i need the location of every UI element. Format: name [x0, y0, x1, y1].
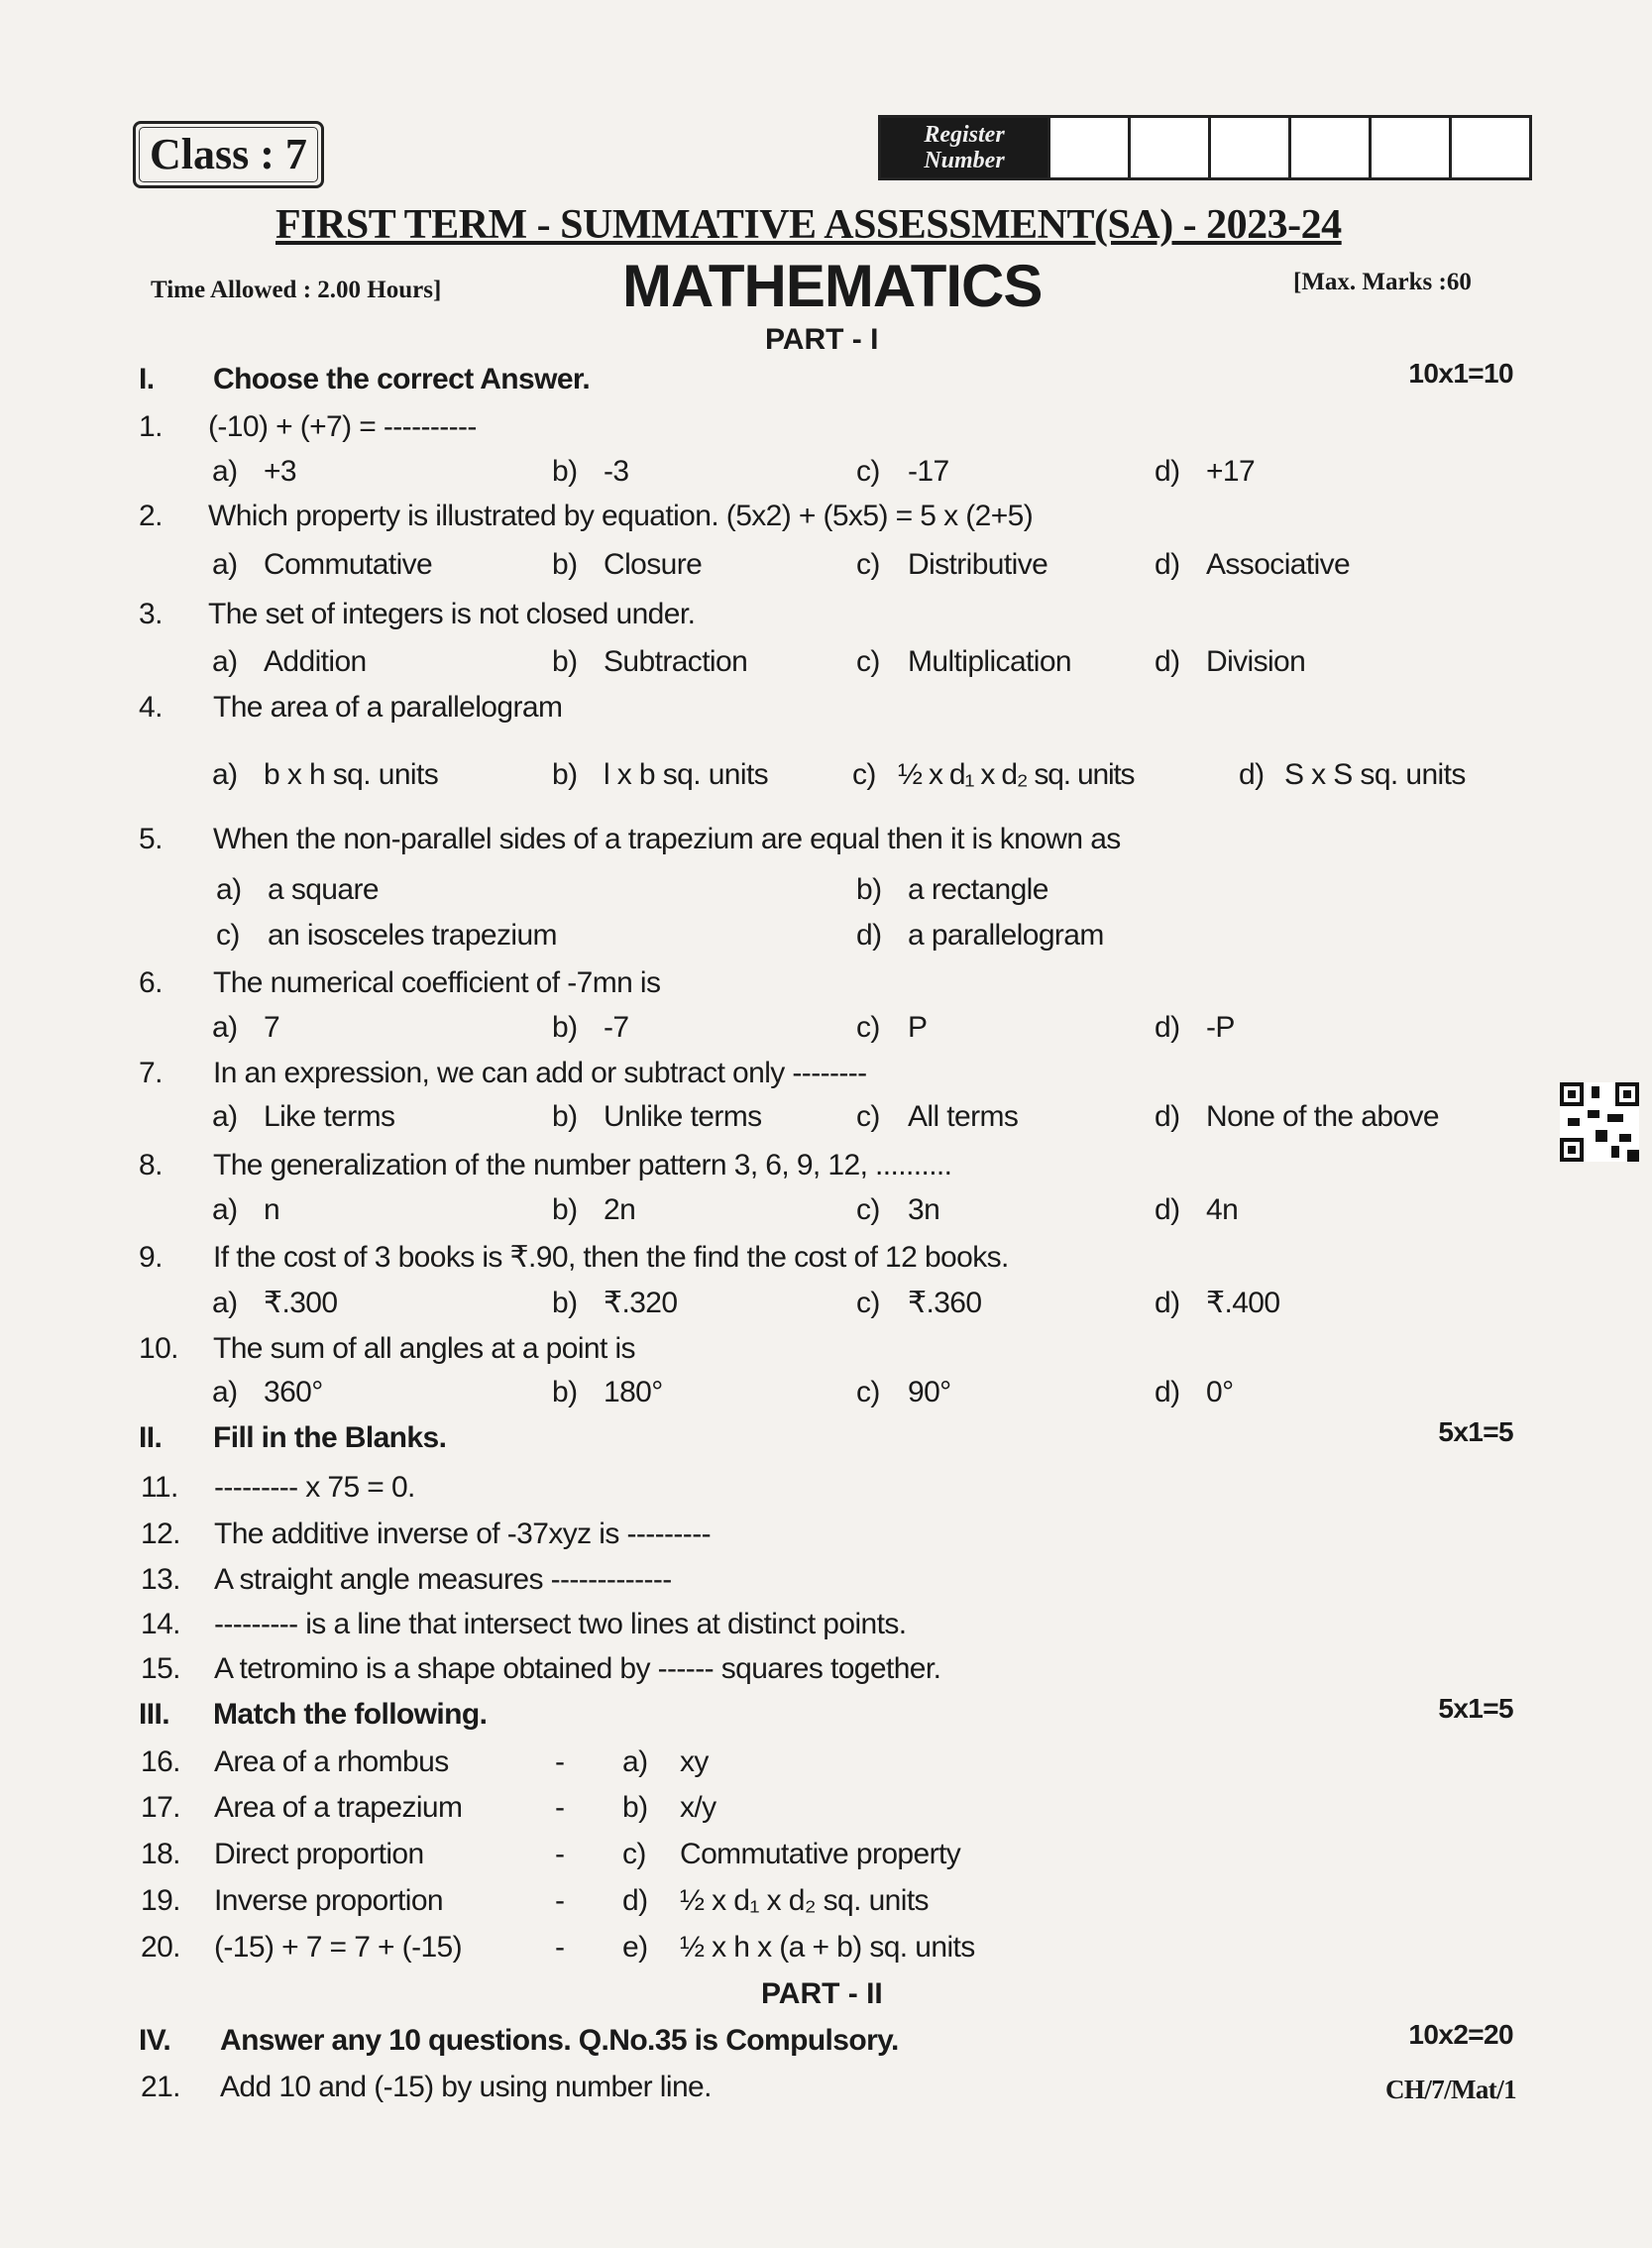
- match-left-item: Area of a trapezium: [214, 1791, 463, 1824]
- option-text: a square: [268, 873, 379, 906]
- option-text: Commutative: [264, 548, 433, 581]
- question-number: 20.: [141, 1931, 180, 1964]
- option-label: d): [1239, 758, 1265, 791]
- question-text: In an expression, we can add or subtract only --------: [213, 1057, 867, 1089]
- question-text: When the non-parallel sides of a trapezium are equal then it is known as: [213, 823, 1121, 855]
- subject-title: MATHEMATICS: [622, 253, 1043, 319]
- option-label: c): [856, 548, 880, 581]
- section-title: Choose the correct Answer.: [213, 363, 591, 395]
- option-text: 180°: [604, 1376, 663, 1408]
- option-label: c): [856, 1287, 880, 1319]
- option-label: b): [552, 455, 578, 488]
- option-text: -3: [604, 455, 629, 488]
- match-left-item: (-15) + 7 = 7 + (-15): [214, 1931, 463, 1964]
- option-text: P: [908, 1011, 928, 1044]
- section-title: Answer any 10 questions. Q.No.35 is Compulsory.: [220, 2024, 899, 2057]
- question-number: 4.: [139, 691, 163, 724]
- question-number: 18.: [141, 1838, 180, 1870]
- question-number: 10.: [139, 1332, 178, 1365]
- option-label: c): [856, 645, 880, 678]
- option-text: 4n: [1206, 1193, 1239, 1226]
- option-label: b): [552, 1100, 578, 1133]
- option-text: Like terms: [264, 1100, 395, 1133]
- class-label-box: [133, 121, 324, 188]
- question-number: 15.: [141, 1652, 180, 1685]
- register-cell[interactable]: [1449, 118, 1529, 177]
- option-label: d): [1155, 1100, 1180, 1133]
- option-text: 90°: [908, 1376, 951, 1408]
- option-label: c): [852, 758, 876, 791]
- option-label: d): [1155, 1287, 1180, 1319]
- option-text: 3n: [908, 1193, 940, 1226]
- match-left-item: Inverse proportion: [214, 1884, 444, 1917]
- register-number-boxes: [878, 115, 1532, 180]
- register-label-line1: Register: [924, 122, 1005, 148]
- time-allowed: Time Allowed : 2.00 Hours]: [151, 277, 442, 303]
- option-text: ₹.400: [1206, 1287, 1280, 1319]
- section-number: II.: [139, 1421, 163, 1454]
- qr-code: [1560, 1082, 1639, 1162]
- option-text: None of the above: [1206, 1100, 1439, 1133]
- option-text: S x S sq. units: [1284, 758, 1466, 791]
- register-cell[interactable]: [1208, 118, 1288, 177]
- option-text: ½ x d₁ x d₂ sq. units: [898, 758, 1135, 791]
- option-text: an isosceles trapezium: [268, 919, 557, 952]
- option-text: l x b sq. units: [604, 758, 769, 791]
- option-label: d): [1155, 645, 1180, 678]
- option-label: b): [552, 1376, 578, 1408]
- section-number: III.: [139, 1698, 169, 1731]
- register-number-label: [881, 118, 1047, 177]
- option-label: b): [552, 645, 578, 678]
- section-marks: 10x2=20: [1408, 2019, 1513, 2050]
- question-text: The area of a parallelogram: [213, 691, 563, 724]
- question-text: The set of integers is not closed under.: [208, 598, 696, 630]
- match-separator: -: [555, 1745, 565, 1778]
- option-text: b x h sq. units: [264, 758, 439, 791]
- question-number: 7.: [139, 1057, 163, 1089]
- option-label: b): [552, 1011, 578, 1044]
- question-text: --------- x 75 = 0.: [214, 1471, 415, 1504]
- question-number: 21.: [141, 2071, 180, 2103]
- option-label: a): [212, 1376, 238, 1408]
- match-separator: -: [555, 1931, 565, 1964]
- match-right-item: xy: [680, 1745, 709, 1778]
- match-right-item: Commutative property: [680, 1838, 961, 1870]
- option-text: Subtraction: [604, 645, 748, 678]
- option-label: c): [856, 1193, 880, 1226]
- question-number: 5.: [139, 823, 163, 855]
- option-text: Distributive: [908, 548, 1048, 581]
- match-option-label: b): [622, 1791, 648, 1824]
- question-text: Which property is illustrated by equation. (5x2) + (5x5) = 5 x (2+5): [208, 500, 1034, 532]
- match-option-label: c): [622, 1838, 646, 1870]
- option-label: d): [1155, 455, 1180, 488]
- question-text: The numerical coefficient of -7mn is: [213, 966, 661, 999]
- question-text: The sum of all angles at a point is: [213, 1332, 635, 1365]
- question-text: If the cost of 3 books is ₹.90, then the find the cost of 12 books.: [213, 1241, 1009, 1274]
- option-text: n: [264, 1193, 280, 1226]
- option-label: c): [856, 1376, 880, 1408]
- option-text: 0°: [1206, 1376, 1234, 1408]
- question-text: The additive inverse of -37xyz is ---------: [214, 1517, 711, 1550]
- exam-title: FIRST TERM - SUMMATIVE ASSESSMENT(SA) - 2023-24: [275, 202, 1342, 248]
- option-label: a): [212, 758, 238, 791]
- question-number: 1.: [139, 410, 163, 443]
- option-text: a rectangle: [908, 873, 1048, 906]
- max-marks: [Max. Marks :60: [1293, 269, 1472, 295]
- match-left-item: Area of a rhombus: [214, 1745, 449, 1778]
- option-label: b): [552, 758, 578, 791]
- question-text: --------- is a line that intersect two lines at distinct points.: [214, 1608, 907, 1640]
- question-number: 12.: [141, 1517, 180, 1550]
- option-label: a): [212, 455, 238, 488]
- option-label: d): [1155, 1376, 1180, 1408]
- question-text: (-10) + (+7) = ----------: [208, 410, 477, 443]
- option-text: Multiplication: [908, 645, 1072, 678]
- question-text: A straight angle measures -------------: [214, 1563, 672, 1596]
- match-separator: -: [555, 1884, 565, 1917]
- option-text: -17: [908, 455, 949, 488]
- match-option-label: e): [622, 1931, 648, 1964]
- option-label: d): [856, 919, 882, 952]
- question-number: 9.: [139, 1241, 163, 1274]
- question-number: 16.: [141, 1745, 180, 1778]
- option-text: Addition: [264, 645, 367, 678]
- option-text: ₹.360: [908, 1287, 982, 1319]
- option-label: a): [212, 1287, 238, 1319]
- option-text: -7: [604, 1011, 629, 1044]
- paper-code: CH/7/Mat/1: [1385, 2075, 1516, 2104]
- option-label: c): [856, 1011, 880, 1044]
- match-option-label: d): [622, 1884, 648, 1917]
- section-marks: 10x1=10: [1408, 358, 1513, 389]
- register-cell[interactable]: [1288, 118, 1369, 177]
- question-number: 3.: [139, 598, 163, 630]
- question-number: 8.: [139, 1149, 163, 1181]
- option-text: 360°: [264, 1376, 323, 1408]
- question-text: The generalization of the number pattern 3, 6, 9, 12, ..........: [213, 1149, 952, 1181]
- match-separator: -: [555, 1791, 565, 1824]
- option-label: a): [212, 1100, 238, 1133]
- match-right-item: ½ x h x (a + b) sq. units: [680, 1931, 975, 1964]
- section-number: I.: [139, 363, 155, 395]
- match-right-item: x/y: [680, 1791, 716, 1824]
- match-option-label: a): [622, 1745, 648, 1778]
- option-label: d): [1155, 548, 1180, 581]
- match-right-item: ½ x d₁ x d₂ sq. units: [680, 1884, 929, 1917]
- option-label: d): [1155, 1193, 1180, 1226]
- match-separator: -: [555, 1838, 565, 1870]
- section-marks: 5x1=5: [1438, 1416, 1513, 1447]
- option-text: ₹.300: [264, 1287, 338, 1319]
- option-text: +17: [1206, 455, 1256, 488]
- option-label: b): [552, 548, 578, 581]
- question-text: Add 10 and (-15) by using number line.: [220, 2071, 712, 2103]
- option-text: Associative: [1206, 548, 1351, 581]
- part-1-heading: PART - I: [765, 323, 879, 356]
- option-label: a): [212, 1193, 238, 1226]
- option-label: c): [216, 919, 240, 952]
- question-number: 19.: [141, 1884, 180, 1917]
- option-label: d): [1155, 1011, 1180, 1044]
- option-text: +3: [264, 455, 297, 488]
- option-label: b): [552, 1287, 578, 1319]
- option-text: ₹.320: [604, 1287, 678, 1319]
- option-label: a): [212, 645, 238, 678]
- section-number: IV.: [139, 2024, 171, 2057]
- question-number: 14.: [141, 1608, 180, 1640]
- register-cell[interactable]: [1369, 118, 1449, 177]
- section-marks: 5x1=5: [1438, 1693, 1513, 1724]
- option-label: a): [212, 548, 238, 581]
- option-label: b): [856, 873, 882, 906]
- option-text: -P: [1206, 1011, 1235, 1044]
- option-label: a): [216, 873, 242, 906]
- match-left-item: Direct proportion: [214, 1838, 424, 1870]
- register-cell[interactable]: [1128, 118, 1208, 177]
- option-text: a parallelogram: [908, 919, 1104, 952]
- section-title: Match the following.: [213, 1698, 488, 1731]
- question-text: A tetromino is a shape obtained by ------ squares together.: [214, 1652, 941, 1685]
- option-text: Division: [1206, 645, 1306, 678]
- class-label: Class : 7: [139, 127, 318, 182]
- option-text: 7: [264, 1011, 280, 1044]
- option-label: c): [856, 1100, 880, 1133]
- option-text: Closure: [604, 548, 703, 581]
- question-number: 2.: [139, 500, 163, 532]
- part-2-heading: PART - II: [761, 1977, 883, 2010]
- question-number: 6.: [139, 966, 163, 999]
- option-text: 2n: [604, 1193, 636, 1226]
- question-number: 17.: [141, 1791, 180, 1824]
- register-label-line2: Number: [924, 148, 1005, 173]
- option-text: Unlike terms: [604, 1100, 762, 1133]
- section-title: Fill in the Blanks.: [213, 1421, 447, 1454]
- option-label: a): [212, 1011, 238, 1044]
- option-text: All terms: [908, 1100, 1019, 1133]
- question-number: 13.: [141, 1563, 180, 1596]
- question-number: 11.: [141, 1471, 178, 1504]
- register-cell[interactable]: [1047, 118, 1128, 177]
- option-label: b): [552, 1193, 578, 1226]
- option-label: c): [856, 455, 880, 488]
